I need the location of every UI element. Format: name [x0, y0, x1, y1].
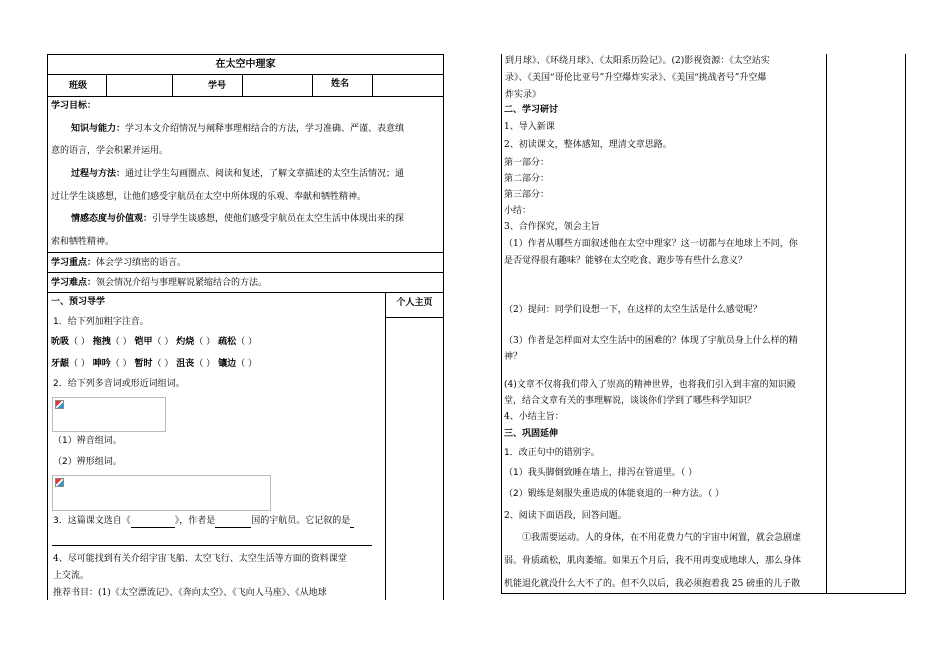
resource-line1: 到月球》、《环绕月球》、《太阳系历险记》。(2)影视资源：《太空站实	[505, 56, 770, 66]
key-label: 学习重点：	[51, 258, 97, 268]
extend-item-1b: （2）锻练是刻服失重造成的体能衰退的一种方法。（ ）	[504, 489, 725, 499]
process-line2: 过让学生谈感想，让他们感受宇航员在太空中所体现的乐观、奉献和牺牲精神。	[51, 192, 367, 202]
broken-image-icon	[55, 400, 64, 409]
bottom-border	[501, 593, 906, 594]
preview-q2b: （2）辨形组词。	[53, 457, 122, 467]
extend-item-1: 1．改正句中的错别字。	[504, 448, 600, 458]
pinyin-item: 灼烧（ ）	[176, 337, 216, 347]
divider	[47, 96, 444, 97]
column-divider	[826, 54, 827, 594]
key-text: 体会学习缜密的语言。	[96, 258, 187, 268]
research-item-2: 2、初读课文，整体感知，理清文章思路。	[504, 140, 672, 150]
research-heading: 二、学习研讨	[504, 105, 559, 115]
pinyin-item: 铠甲（ ）	[134, 337, 174, 347]
divider	[47, 272, 444, 273]
extend-item-2: 2、阅读下面语段，回答问题。	[504, 511, 627, 521]
emotion-text: 引导学生谈感想，使他们感受宇航员在太空生活中体现出来的探	[152, 214, 405, 224]
emotion-line1	[71, 213, 404, 226]
objectives-heading: 学习目标：	[51, 101, 97, 111]
preview-q2a: （1）辨音组词。	[53, 436, 122, 446]
reading-para-line2: 弱。骨质疏松，肌肉萎缩。如果五个月后，我不用再变成地球人，那么身体	[504, 556, 802, 566]
right-page	[501, 54, 906, 594]
extend-item-1a: （1）我头脚倒致睡在墙上，排泻在管道里。（ ）	[504, 468, 698, 478]
process-label: 过程与方法：	[71, 169, 126, 179]
pinyin-item: 暂时（ ）	[134, 359, 174, 369]
image-placeholder	[52, 475, 271, 511]
pinyin-item: 疏松（ ）	[218, 337, 257, 347]
question-3-line1: （3）作者是怎样面对太空生活中的困难的？体现了宇航员身上什么样的精	[504, 336, 798, 346]
pinyin-item: 镶边（ ）	[218, 359, 257, 369]
blank-line[interactable]	[52, 545, 372, 546]
preview-q2: 2．给下列多音词或形近词组词。	[53, 379, 185, 389]
book-list: 推荐书目：(1)《太空漂流记》、《奔向太空》、《飞向人马座》、《从地球	[53, 588, 327, 598]
knowledge-line1	[71, 123, 404, 136]
class-field[interactable]	[106, 74, 172, 96]
reading-para-line3: 机能退化就没什么大不了的。但不久以后，我必须抱着我 25 磅重的儿子散	[504, 579, 801, 589]
pinyin-row-1	[51, 336, 381, 349]
number-label: 学号	[208, 81, 227, 91]
difficult-label: 学习难点：	[51, 278, 97, 288]
reading-para-line1: ①我需要运动。人的身体，在不用花费力气的宇宙中闲置，就会急剧虚	[522, 533, 802, 543]
pinyin-row-2	[51, 358, 381, 371]
left-page	[47, 54, 444, 600]
image-placeholder	[52, 397, 166, 432]
resource-line2: 录》、《美国“哥伦比亚号”升空爆炸实录》、《美国“挑战者号”升空爆	[505, 73, 767, 83]
question-4-line2: 堂，结合文章有关的事理解说，谈谈你们学到了哪些科学知识？	[504, 396, 757, 406]
content-blank[interactable]	[350, 516, 354, 528]
pinyin-item: 拖拽（ ）	[92, 337, 132, 347]
pinyin-item: 沮丧（ ）	[176, 359, 216, 369]
research-item-1: 1、导入新课	[504, 122, 555, 132]
name-label: 姓名	[331, 79, 350, 89]
personal-label: 个人主页	[396, 298, 433, 308]
pinyin-item: 牙龈（ ）	[51, 359, 90, 369]
difficult-point	[51, 277, 267, 290]
knowledge-label: 知识与能力：	[71, 124, 126, 134]
research-item-4: 4、小结主旨：	[504, 412, 564, 422]
process-line1	[71, 168, 404, 181]
page-title: 在太空中理家	[215, 59, 276, 70]
divider	[312, 74, 313, 96]
part-3: 第三部分：	[504, 190, 550, 200]
left-border	[501, 54, 502, 594]
class-label: 班级	[69, 81, 88, 91]
difficult-text: 领会情况介绍与事理解说紧缩结合的方法。	[96, 278, 268, 288]
preview-q4-line1: 4、尽可能找到有关介绍宇宙飞船、太空飞行、太空生活等方面的资料课堂	[53, 554, 347, 564]
column-divider	[385, 292, 386, 600]
pinyin-item: 呻吟（ ）	[92, 359, 132, 369]
preview-heading: 一、预习导学	[51, 297, 106, 307]
question-4-line1: (4)文章不仅将我们带入了崇高的精神世界，也将我们引入到丰富的知识殿	[504, 380, 796, 390]
preview-q4-line2: 上交流。	[53, 571, 90, 581]
research-item-3: 3、合作探究，领会主旨	[504, 222, 600, 232]
question-1-line2: 是否觉得很有趣味？能够在太空吃食、跑步等有些什么意义？	[504, 256, 748, 266]
emotion-label: 情感态度与价值观：	[71, 214, 153, 224]
author-blank[interactable]	[215, 516, 251, 528]
part-2: 第二部分：	[504, 174, 550, 184]
question-3-line2: 神？	[504, 352, 523, 362]
knowledge-line2: 意的语言，学会积累并运用。	[51, 146, 169, 156]
summary-label: 小结：	[504, 206, 532, 216]
extend-heading: 三、巩固延伸	[504, 429, 559, 439]
pinyin-item: 吮吸（ ）	[51, 337, 90, 347]
broken-image-icon	[55, 478, 64, 487]
question-2: （2）提问：同学们设想一下，在这样的太空生活是什么感觉呢？	[504, 305, 762, 315]
preview-q1: 1．给下列加粗字注音。	[53, 317, 149, 327]
part-1: 第一部分：	[504, 158, 550, 168]
knowledge-text: 学习本文介绍情况与阐释事理相结合的方法，学习准确、严谨、表意缜	[125, 124, 405, 134]
emotion-line2: 索和牺牲精神。	[51, 237, 115, 247]
source-blank[interactable]	[131, 516, 175, 528]
preview-q3: 3．这篇课文选自《 》，作者是 国的宇航员。它记叙的是	[53, 515, 354, 528]
name-field[interactable]	[373, 74, 443, 96]
process-text: 通过让学生勾画圈点、阅读和复述，了解文章描述的太空生活情况；通	[125, 169, 405, 179]
divider	[385, 317, 444, 318]
divider	[172, 74, 173, 96]
question-1-line1: （1）作者从哪些方面叙述他在太空中理家？这一切都与在地球上不同，你	[504, 239, 798, 249]
key-point	[51, 257, 186, 270]
number-field[interactable]	[242, 74, 312, 96]
right-border	[905, 54, 906, 594]
divider	[47, 252, 444, 253]
resource-line3: 炸实录》	[505, 90, 542, 100]
